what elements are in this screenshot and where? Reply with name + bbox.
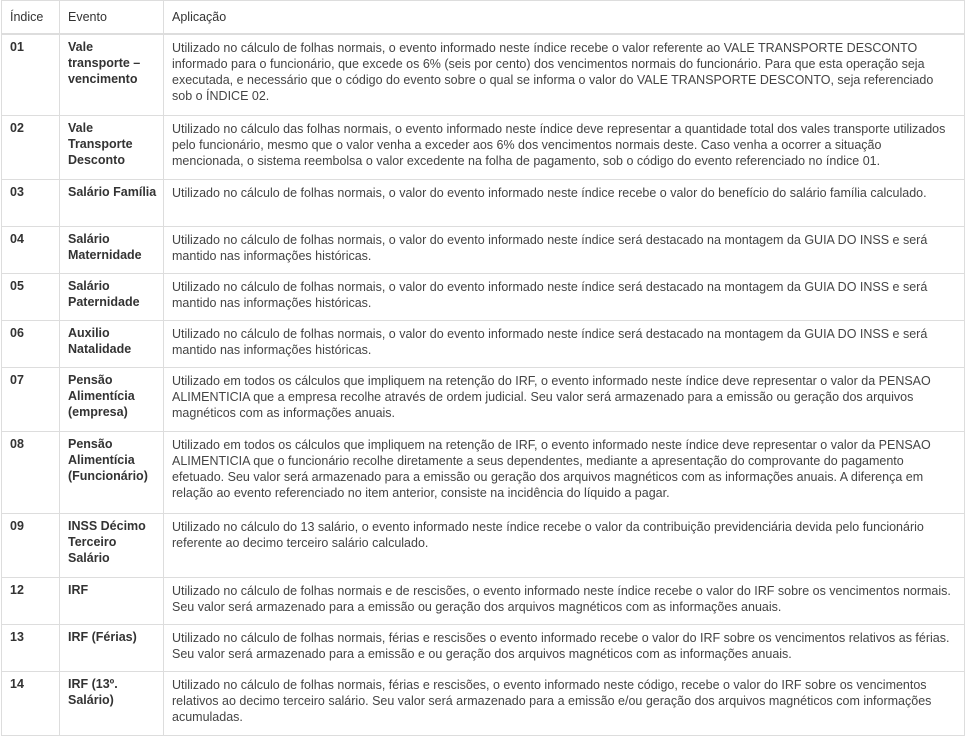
table-row [2, 672, 965, 736]
row-index: 12 [2, 578, 60, 625]
row-index: 02 [2, 116, 60, 180]
table-row [2, 368, 965, 432]
row-event: IRF (13º. Salário) [60, 672, 164, 736]
row-index: 09 [2, 514, 60, 578]
row-index: 03 [2, 180, 60, 227]
row-application: Utilizado no cálculo das folhas normais, o evento informado neste índice deve representar a quantidade total dos vales transporte utilizados pelo funcionário, mesmo que o valor venha a exceder aos 6% dos vencimentos normais deste. Caso venha a ocorrer a situação mencionada, o sistema reembolsa o valor excedente na folha de pagamento, sob o código do evento referenciado no índice 01. [164, 116, 965, 180]
row-application: Utilizado no cálculo de folhas normais, o valor do evento informado neste índice será destacado na montagem da GUIA DO INSS e será mantido nas informações históricas. [164, 274, 965, 321]
row-application: Utilizado no cálculo de folhas normais, o valor do evento informado neste índice recebe o valor do benefício do salário família calculado. [164, 180, 965, 227]
row-event: Salário Maternidade [60, 227, 164, 274]
row-application: Utilizado no cálculo de folhas normais, o valor do evento informado neste índice será destacado na montagem da GUIA DO INSS e será mantido nas informações históricas. [164, 321, 965, 368]
row-event: Auxilio Natalidade [60, 321, 164, 368]
row-application: Utilizado em todos os cálculos que impliquem na retenção de IRF, o evento informado neste índice deve representar o valor da PENSAO ALIMENTICIA que o funcionário recolhe diretamente a seus dependentes, mediante a apresentação do comprovante do pagamento efetuado. Seu valor será armazenado para a emissão ou geração dos arquivos magnéticos com as informações anuais. A diferença em relação ao evento referenciado no item anterior, consiste na incidência do líquido a pagar. [164, 432, 965, 514]
row-application: Utilizado no cálculo de folhas normais, férias e rescisões, o evento informado neste código, recebe o valor do IRF sobre os vencimentos relativos ao decimo terceiro salário. Seu valor será armazenado para a emissão e/ou geração dos arquivos magnéticos com informações acumuladas. [164, 672, 965, 736]
table-header-row [2, 1, 965, 34]
table-row [2, 578, 965, 625]
row-event: Vale transporte – vencimento [60, 34, 164, 116]
table-row [2, 432, 965, 514]
row-index: 08 [2, 432, 60, 514]
row-application: Utilizado em todos os cálculos que impliquem na retenção do IRF, o evento informado neste índice deve representar o valor da PENSAO ALIMENTICIA que a empresa recolhe através de ordem judicial. Seu valor será armazenado para a emissão ou geração dos arquivos magnéticos com as informações anuais. [164, 368, 965, 432]
row-index: 01 [2, 34, 60, 116]
row-event: Pensão Alimentícia (empresa) [60, 368, 164, 432]
row-index: 06 [2, 321, 60, 368]
table-row [2, 227, 965, 274]
table-row [2, 116, 965, 180]
table-row [2, 514, 965, 578]
table-row [2, 180, 965, 227]
header-application: Aplicação [164, 1, 965, 34]
row-event: INSS Décimo Terceiro Salário [60, 514, 164, 578]
table-row [2, 321, 965, 368]
row-application: Utilizado no cálculo de folhas normais e de rescisões, o evento informado neste índice recebe o valor do IRF sobre os vencimentos normais. Seu valor será armazenado para a emissão ou geração dos arquivos magnéticos com as informações anuais. [164, 578, 965, 625]
table-row [2, 34, 965, 116]
row-application: Utilizado no cálculo de folhas normais, o evento informado neste índice recebe o valor referente ao VALE TRANSPORTE DESCONTO informado para o funcionário, que excede os 6% (seis por cento) dos vencimentos normais do funcionário. Para que esta operação seja executada, e necessário que o código do evento sobre o qual se informa o valor do VALE TRANSPORTE DESCONTO, seja referenciado sob o ÍNDICE 02. [164, 34, 965, 116]
header-index: Índice [2, 1, 60, 34]
header-event: Evento [60, 1, 164, 34]
row-event: IRF (Férias) [60, 625, 164, 672]
row-index: 07 [2, 368, 60, 432]
row-application: Utilizado no cálculo de folhas normais, o valor do evento informado neste índice será destacado na montagem da GUIA DO INSS e será mantido nas informações históricas. [164, 227, 965, 274]
row-index: 05 [2, 274, 60, 321]
table-row [2, 274, 965, 321]
row-index: 13 [2, 625, 60, 672]
row-event: Vale Transporte Desconto [60, 116, 164, 180]
row-application: Utilizado no cálculo de folhas normais, férias e rescisões o evento informado recebe o valor do IRF sobre os vencimentos relativos as férias. Seu valor será armazenado para a emissão e ou geração dos arquivos magnéticos com as informações anuais. [164, 625, 965, 672]
row-event: Salário Família [60, 180, 164, 227]
table-row [2, 625, 965, 672]
row-event: Pensão Alimentícia (Funcionário) [60, 432, 164, 514]
row-index: 04 [2, 227, 60, 274]
row-event: Salário Paternidade [60, 274, 164, 321]
row-application: Utilizado no cálculo do 13 salário, o evento informado neste índice recebe o valor da contribuição previdenciária devida pelo funcionário referente ao decimo terceiro salário calculado. [164, 514, 965, 578]
row-index: 14 [2, 672, 60, 736]
row-event: IRF [60, 578, 164, 625]
events-table [1, 0, 965, 736]
